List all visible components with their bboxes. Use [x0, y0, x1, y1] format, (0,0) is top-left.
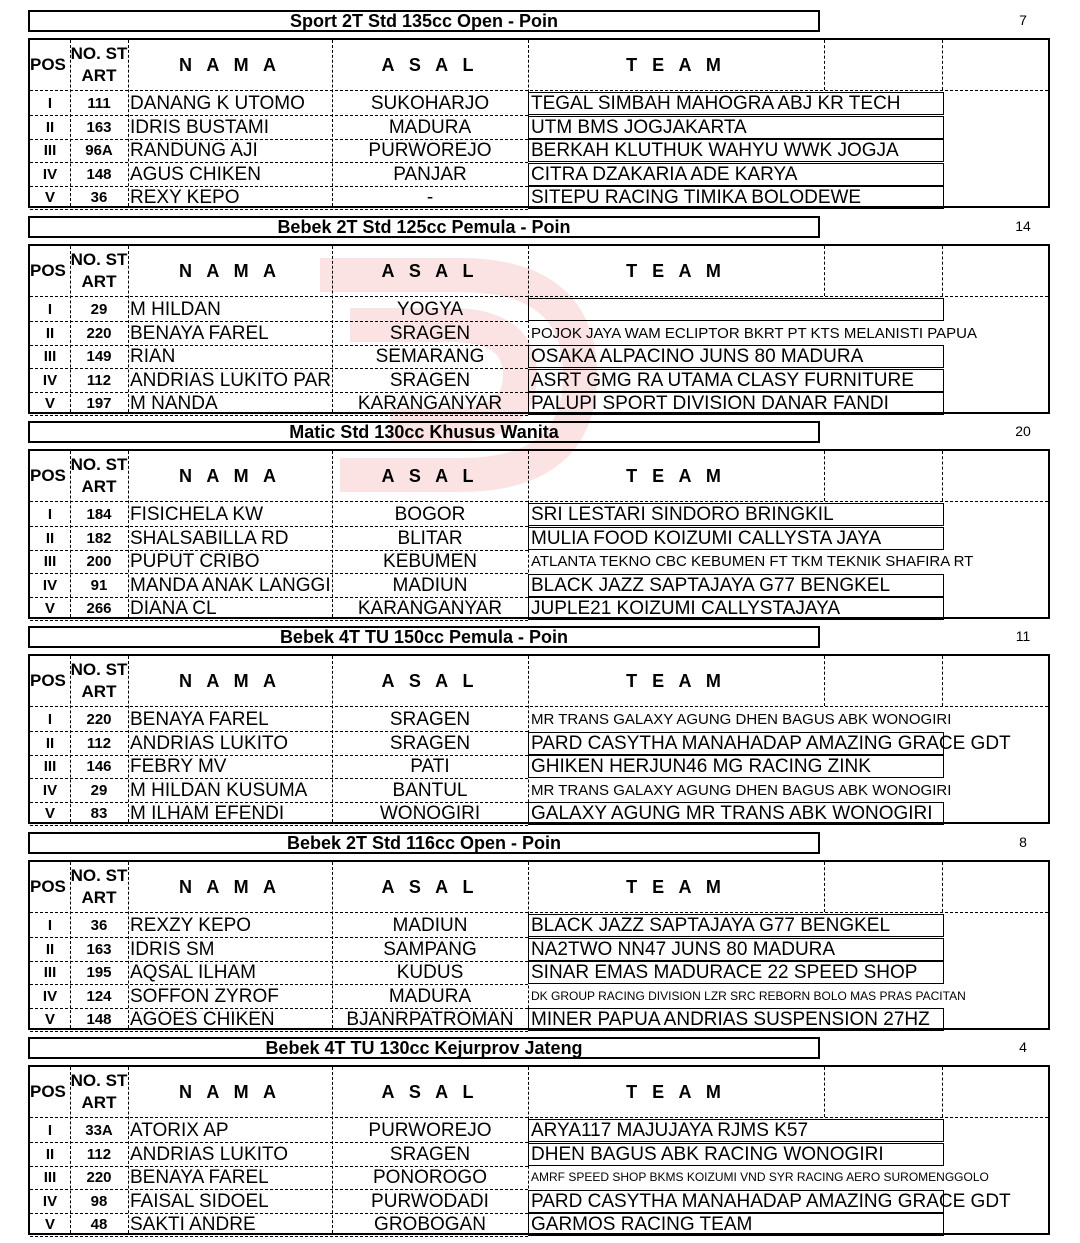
team-cell: ASRT GMG RA UTAMA CLASY FURNITURE	[531, 369, 914, 391]
result-row	[30, 1119, 1048, 1142]
rider-name-cell: RIAN	[130, 346, 176, 368]
start-number-cell: 148	[86, 165, 112, 183]
rider-name-cell: BENAYA FAREL	[130, 1167, 269, 1189]
header-asal: A S A L	[381, 1081, 479, 1102]
team-cell-border	[528, 574, 944, 597]
position-cell: II	[45, 940, 55, 958]
column-divider	[942, 451, 943, 501]
team-cell-border	[528, 527, 944, 550]
start-number-cell: 146	[86, 758, 112, 776]
result-row	[30, 802, 1048, 825]
team-cell-border	[528, 392, 944, 415]
header-pos: POS	[30, 1082, 66, 1101]
column-divider	[942, 656, 943, 706]
origin-cell: SRAGEN	[389, 709, 471, 730]
position-cell: IV	[42, 371, 58, 389]
team-cell-border	[528, 961, 944, 984]
team-cell: TEGAL SIMBAH MAHOGRA ABJ KR TECH	[531, 93, 901, 114]
origin-cell: MADIUN	[392, 574, 468, 596]
origin-cell: GROBOGAN	[374, 1214, 486, 1236]
participant-count: 20	[1015, 423, 1031, 439]
origin-cell: BLITAR	[397, 527, 463, 549]
position-cell: I	[47, 506, 53, 523]
position-cell: IV	[42, 576, 58, 594]
result-row	[30, 1008, 1048, 1031]
origin-cell: KEBUMEN	[383, 551, 477, 573]
result-row	[30, 597, 1048, 620]
result-row	[30, 914, 1048, 937]
rider-name-cell: AQSAL ILHAM	[130, 962, 257, 984]
column-divider	[824, 862, 825, 912]
results-table	[28, 654, 1050, 824]
team-cell: GHIKEN HERJUN46 MG RACING ZINK	[531, 756, 871, 778]
start-number-cell: 29	[90, 781, 108, 799]
header-team: T E A M	[626, 670, 726, 691]
rider-name-cell: ANDRIAS LUKITO PAR	[130, 369, 331, 391]
row-divider	[30, 415, 528, 416]
race-class-title: Matic Std 130cc Khusus Wanita	[28, 421, 820, 443]
rider-name-cell: ANDRIAS LUKITO	[130, 1143, 289, 1165]
start-number-cell: 48	[90, 1216, 108, 1234]
participant-count: 4	[1019, 1039, 1027, 1055]
rider-name-cell: FEBRY MV	[130, 756, 227, 778]
start-number-cell: 124	[86, 987, 112, 1005]
header-nama: N A M A	[179, 670, 281, 691]
rider-name-cell: BENAYA FAREL	[130, 709, 269, 730]
column-divider	[824, 40, 825, 90]
start-number-cell: 33A	[85, 1122, 113, 1139]
origin-cell: MADURA	[388, 116, 472, 138]
results-table	[28, 38, 1050, 208]
start-number-cell: 200	[86, 553, 112, 571]
position-cell: I	[47, 917, 53, 934]
team-cell-border	[528, 139, 944, 162]
start-number-cell: 91	[90, 576, 108, 594]
header-divider	[30, 912, 1048, 913]
start-number-cell: 220	[86, 711, 112, 728]
position-cell: V	[44, 600, 55, 618]
participant-count: 7	[1019, 12, 1027, 28]
origin-cell: -	[426, 187, 434, 209]
team-cell-border	[528, 1143, 944, 1166]
team-cell: PALUPI SPORT DIVISION DANAR FANDI	[531, 393, 889, 415]
origin-cell: SAMPANG	[383, 938, 477, 960]
origin-cell: PURWOREJO	[368, 1120, 492, 1141]
position-cell: IV	[42, 165, 58, 183]
header-nama: N A M A	[179, 1081, 281, 1102]
rider-name-cell: DANANG K UTOMO	[130, 93, 305, 114]
origin-cell: PATI	[410, 756, 450, 778]
header-pos: POS	[30, 261, 66, 280]
results-table	[28, 244, 1050, 414]
team-cell-border	[528, 116, 944, 139]
team-cell: PARD CASYTHA MANAHADAP AMAZING GRACE GDT	[531, 732, 1011, 754]
row-divider	[30, 1236, 528, 1237]
start-number-cell: 111	[87, 95, 111, 112]
team-cell-border	[528, 186, 944, 209]
header-team: T E A M	[626, 876, 726, 897]
column-divider	[824, 656, 825, 706]
column-divider	[824, 1067, 825, 1117]
position-cell: IV	[42, 1192, 58, 1210]
origin-cell: PANJAR	[393, 163, 467, 185]
rider-name-cell: IDRIS BUSTAMI	[130, 116, 269, 138]
header-team: T E A M	[626, 465, 726, 486]
race-class-section	[0, 216, 1080, 422]
header-no-start: NO. START	[70, 455, 128, 496]
start-number-cell: 112	[86, 1145, 112, 1163]
results-table	[28, 860, 1050, 1030]
start-number-cell: 163	[86, 118, 112, 136]
origin-cell: PURWODADI	[371, 1190, 489, 1212]
team-cell: GARMOS RACING TEAM	[531, 1214, 753, 1236]
start-number-cell: 112	[86, 734, 112, 752]
position-cell: V	[44, 395, 55, 413]
result-row	[30, 345, 1048, 368]
team-cell: SRI LESTARI SINDORO BRINGKIL	[531, 504, 834, 525]
result-row	[30, 961, 1048, 984]
team-cell-border	[528, 298, 944, 321]
rider-name-cell: FISICHELA KW	[130, 504, 264, 525]
result-row	[30, 779, 1048, 802]
team-cell-border	[528, 755, 944, 778]
column-divider	[942, 862, 943, 912]
race-class-title: Bebek 4T TU 150cc Pemula - Poin	[28, 626, 820, 648]
position-cell: III	[43, 758, 57, 776]
result-row	[30, 1143, 1048, 1166]
rider-name-cell: SAKTI ANDRE	[130, 1214, 256, 1236]
position-cell: II	[45, 529, 55, 547]
team-cell: MINER PAPUA ANDRIAS SUSPENSION 27HZ	[531, 1009, 930, 1031]
team-cell-border	[528, 597, 944, 620]
start-number-cell: 266	[86, 600, 112, 618]
team-cell: CITRA DZAKARIA ADE KARYA	[531, 163, 798, 185]
start-number-cell: 98	[90, 1192, 108, 1210]
header-pos: POS	[30, 877, 66, 896]
race-class-section	[0, 10, 1080, 216]
team-cell: OSAKA ALPACINO JUNS 80 MADURA	[531, 346, 864, 368]
rider-name-cell: AGOES CHIKEN	[130, 1009, 275, 1031]
result-row	[30, 92, 1048, 115]
rider-name-cell: RANDUNG AJI	[130, 140, 258, 162]
team-cell-border	[528, 163, 944, 186]
rider-name-cell: SOFFON ZYROF	[130, 985, 279, 1007]
rider-name-cell: ANDRIAS LUKITO	[130, 732, 289, 754]
header-pos: POS	[30, 466, 66, 485]
team-cell: DHEN BAGUS ABK RACING WONOGIRI	[531, 1143, 884, 1165]
origin-cell: KUDUS	[396, 962, 464, 984]
result-row	[30, 369, 1048, 392]
start-number-cell: 36	[90, 189, 108, 207]
rider-name-cell: AGUS CHIKEN	[130, 163, 261, 185]
team-cell: ATLANTA TEKNO CBC KEBUMEN FT TKM TEKNIK SHAFIRA RT	[531, 553, 974, 571]
team-cell: NA2TWO NN47 JUNS 80 MADURA	[531, 938, 836, 960]
team-cell-border	[528, 92, 944, 115]
header-no-start: NO. START	[70, 44, 128, 85]
origin-cell: SRAGEN	[389, 732, 471, 754]
team-cell: ARYA117 MAJUJAYA RJMS K57	[531, 1120, 809, 1141]
header-divider	[30, 501, 1048, 502]
result-row	[30, 755, 1048, 778]
race-class-section	[0, 421, 1080, 627]
result-row	[30, 116, 1048, 139]
result-row	[30, 985, 1048, 1008]
origin-cell: SEMARANG	[375, 346, 485, 368]
row-divider	[30, 620, 528, 621]
result-row	[30, 392, 1048, 415]
team-cell-border	[528, 914, 944, 937]
team-cell-border	[528, 938, 944, 961]
row-divider	[30, 1031, 528, 1032]
position-cell: III	[43, 553, 57, 571]
column-divider	[942, 1067, 943, 1117]
position-cell: V	[44, 189, 55, 207]
race-class-section	[0, 626, 1080, 832]
header-divider	[30, 90, 1048, 91]
rider-name-cell: REXZY KEPO	[130, 915, 252, 936]
rider-name-cell: PUPUT CRIBO	[130, 551, 260, 573]
header-team: T E A M	[626, 260, 726, 281]
header-no-start: NO. START	[70, 866, 128, 907]
results-table	[28, 1065, 1050, 1235]
start-number-cell: 29	[90, 301, 108, 318]
race-class-title: Bebek 4T TU 130cc Kejurprov Jateng	[28, 1037, 820, 1059]
origin-cell: SRAGEN	[389, 369, 471, 391]
team-cell: BERKAH KLUTHUK WAHYU WWK JOGJA	[531, 140, 899, 162]
start-number-cell: 220	[86, 324, 112, 342]
race-class-section	[0, 832, 1080, 1038]
race-class-title: Bebek 2T Std 116cc Open - Poin	[28, 832, 820, 854]
origin-cell: BANTUL	[392, 779, 468, 801]
rider-name-cell: FAISAL SIDOEL	[130, 1190, 269, 1212]
row-divider	[30, 825, 528, 826]
team-cell-border	[528, 1190, 944, 1213]
header-pos: POS	[30, 55, 66, 74]
position-cell: I	[47, 1122, 53, 1139]
position-cell: I	[47, 711, 53, 728]
rider-name-cell: SHALSABILLA RD	[130, 527, 289, 549]
column-divider	[824, 451, 825, 501]
team-cell: DK GROUP RACING DIVISION LZR SRC REBORN BOLO MAS PRAS PACITAN	[531, 988, 966, 1003]
rider-name-cell: ATORIX AP	[130, 1120, 229, 1141]
header-divider	[30, 706, 1048, 707]
header-nama: N A M A	[179, 876, 281, 897]
position-cell: II	[45, 118, 55, 136]
team-cell-border	[528, 345, 944, 368]
position-cell: IV	[42, 987, 58, 1005]
start-number-cell: 148	[86, 1011, 112, 1029]
position-cell: I	[47, 301, 53, 318]
origin-cell: SRAGEN	[389, 322, 471, 344]
result-row	[30, 938, 1048, 961]
team-cell: POJOK JAYA WAM ECLIPTOR BKRT PT KTS MELANISTI PAPUA	[531, 324, 977, 342]
origin-cell: YOGYA	[396, 299, 464, 320]
team-cell: JUPLE21 KOIZUMI CALLYSTAJAYA	[531, 598, 841, 620]
race-class-title: Sport 2T Std 135cc Open - Poin	[28, 10, 820, 32]
position-cell: III	[43, 348, 57, 366]
results-table	[28, 449, 1050, 619]
team-cell: SITEPU RACING TIMIKA BOLODEWE	[531, 187, 862, 209]
header-asal: A S A L	[381, 465, 479, 486]
header-team: T E A M	[626, 54, 726, 75]
header-no-start: NO. START	[70, 660, 128, 701]
team-cell: MR TRANS GALAXY AGUNG DHEN BAGUS ABK WONOGIRI	[531, 781, 952, 799]
rider-name-cell: REXY KEPO	[130, 187, 240, 209]
participant-count: 8	[1019, 834, 1027, 850]
result-row	[30, 550, 1048, 573]
start-number-cell: 163	[86, 940, 112, 958]
start-number-cell: 36	[90, 917, 108, 934]
team-cell-border	[528, 1008, 944, 1031]
team-cell-border	[528, 369, 944, 392]
position-cell: V	[44, 1216, 55, 1234]
column-divider	[824, 246, 825, 296]
team-cell: MULIA FOOD KOIZUMI CALLYSTA JAYA	[531, 527, 882, 549]
position-cell: IV	[42, 781, 58, 799]
position-cell: V	[44, 805, 55, 823]
origin-cell: MADURA	[388, 985, 472, 1007]
team-cell-border	[528, 802, 944, 825]
header-asal: A S A L	[381, 54, 479, 75]
start-number-cell: 197	[86, 395, 112, 413]
start-number-cell: 149	[86, 348, 112, 366]
rider-name-cell: M HILDAN	[130, 299, 221, 320]
result-row	[30, 1190, 1048, 1213]
result-row	[30, 139, 1048, 162]
origin-cell: KARANGANYAR	[357, 393, 503, 415]
rider-name-cell: M HILDAN KUSUMA	[130, 779, 308, 801]
row-divider	[30, 209, 528, 210]
origin-cell: BOGOR	[394, 504, 466, 525]
position-cell: II	[45, 324, 55, 342]
position-cell: III	[43, 142, 57, 160]
rider-name-cell: M NANDA	[130, 393, 218, 415]
result-row	[30, 298, 1048, 321]
position-cell: II	[45, 1145, 55, 1163]
header-nama: N A M A	[179, 54, 281, 75]
race-class-title: Bebek 2T Std 125cc Pemula - Poin	[28, 216, 820, 238]
start-number-cell: 83	[90, 805, 108, 823]
rider-name-cell: DIANA CL	[130, 598, 217, 620]
origin-cell: SRAGEN	[389, 1143, 471, 1165]
race-class-section	[0, 1037, 1080, 1243]
result-row	[30, 708, 1048, 731]
team-cell-border	[528, 1213, 944, 1236]
result-row	[30, 1213, 1048, 1236]
rider-name-cell: M ILHAM EFENDI	[130, 803, 285, 825]
column-divider	[942, 40, 943, 90]
header-team: T E A M	[626, 1081, 726, 1102]
header-asal: A S A L	[381, 670, 479, 691]
participant-count: 14	[1015, 218, 1031, 234]
result-row	[30, 322, 1048, 345]
header-pos: POS	[30, 671, 66, 690]
origin-cell: PONOROGO	[372, 1167, 487, 1189]
column-divider	[942, 246, 943, 296]
participant-count: 11	[1015, 628, 1031, 644]
position-cell: II	[45, 734, 55, 752]
origin-cell: BJANRPATROMAN	[346, 1009, 514, 1031]
team-cell-border	[528, 1119, 944, 1142]
team-cell-border	[528, 503, 944, 526]
result-row	[30, 574, 1048, 597]
start-number-cell: 195	[86, 964, 112, 982]
header-asal: A S A L	[381, 876, 479, 897]
rider-name-cell: BENAYA FAREL	[130, 322, 269, 344]
origin-cell: MADIUN	[392, 915, 468, 936]
team-cell: SINAR EMAS MADURACE 22 SPEED SHOP	[531, 962, 918, 984]
result-row	[30, 503, 1048, 526]
result-row	[30, 732, 1048, 755]
header-nama: N A M A	[179, 465, 281, 486]
start-number-cell: 96A	[85, 142, 113, 160]
team-cell: GALAXY AGUNG MR TRANS ABK WONOGIRI	[531, 803, 933, 825]
position-cell: V	[44, 1011, 55, 1029]
position-cell: III	[43, 1169, 57, 1187]
position-cell: I	[47, 95, 53, 112]
team-cell: BLACK JAZZ SAPTAJAYA G77 BENGKEL	[531, 915, 891, 936]
team-cell-border	[528, 732, 944, 755]
header-nama: N A M A	[179, 260, 281, 281]
team-cell: PARD CASYTHA MANAHADAP AMAZING GRACE GDT	[531, 1190, 1011, 1212]
team-cell: UTM BMS JOGJAKARTA	[531, 116, 747, 138]
result-row	[30, 527, 1048, 550]
header-asal: A S A L	[381, 260, 479, 281]
origin-cell: KARANGANYAR	[357, 598, 503, 620]
start-number-cell: 184	[86, 506, 112, 523]
rider-name-cell: IDRIS SM	[130, 938, 215, 960]
team-cell: MR TRANS GALAXY AGUNG DHEN BAGUS ABK WONOGIRI	[531, 711, 952, 728]
position-cell: III	[43, 964, 57, 982]
origin-cell: WONOGIRI	[379, 803, 481, 825]
result-row	[30, 186, 1048, 209]
origin-cell: PURWOREJO	[368, 140, 492, 162]
start-number-cell: 220	[86, 1169, 112, 1187]
start-number-cell: 112	[86, 371, 112, 389]
team-cell: AMRF SPEED SHOP BKMS KOIZUMI VND SYR RACING AERO SUROMENGGOLO	[531, 1170, 989, 1185]
result-row	[30, 163, 1048, 186]
header-no-start: NO. START	[70, 250, 128, 291]
result-row	[30, 1166, 1048, 1189]
header-no-start: NO. START	[70, 1071, 128, 1112]
start-number-cell: 182	[86, 529, 112, 547]
team-cell: BLACK JAZZ SAPTAJAYA G77 BENGKEL	[531, 574, 891, 596]
header-divider	[30, 296, 1048, 297]
origin-cell: SUKOHARJO	[370, 93, 490, 114]
header-divider	[30, 1117, 1048, 1118]
rider-name-cell: MANDA ANAK LANGGI	[130, 574, 331, 596]
